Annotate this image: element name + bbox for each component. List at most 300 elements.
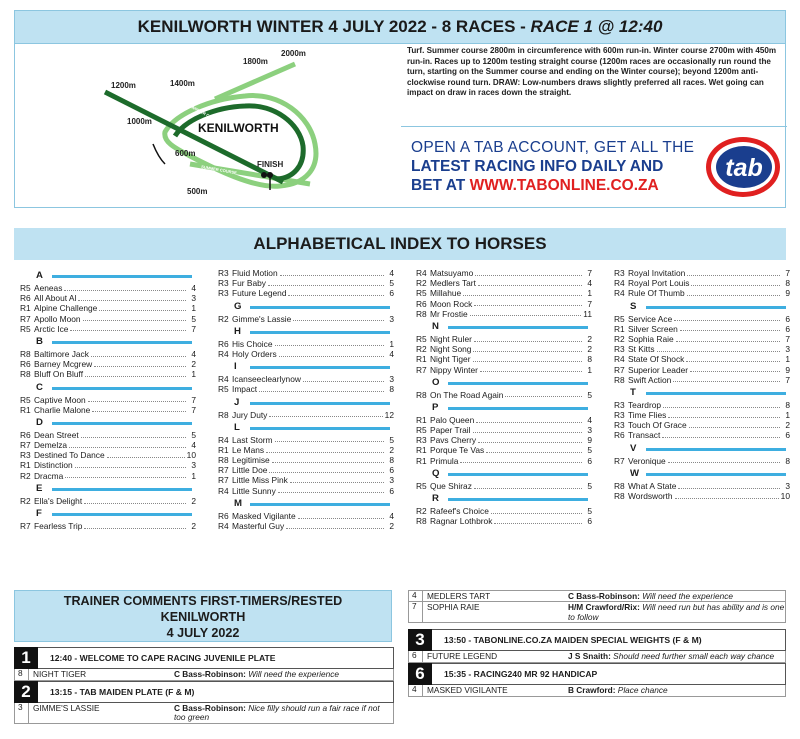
race-code: R3 xyxy=(20,450,31,461)
index-letter-heading: E xyxy=(20,481,196,496)
leader-dots xyxy=(259,384,384,392)
race-number: 2 xyxy=(14,681,38,703)
horse-name: Captive Moon xyxy=(34,394,86,405)
index-row[interactable] xyxy=(416,506,592,516)
horse-number: 10 xyxy=(780,491,790,501)
comment-text: Will need the experience xyxy=(245,669,340,679)
horse-name: Paper Trail xyxy=(430,425,471,436)
race-code: R2 xyxy=(20,495,31,506)
index-title: ALPHABETICAL INDEX TO HORSES xyxy=(14,228,786,260)
index-row[interactable] xyxy=(20,395,196,405)
leader-dots xyxy=(687,288,780,296)
leader-dots xyxy=(88,395,186,403)
horse-name: Millahue xyxy=(430,288,462,299)
race-title: 13:50 - TABONLINE.CO.ZA MAIDEN SPECIAL WEIGHTS (F & M) xyxy=(444,635,702,646)
horse-name: Touch Of Grace xyxy=(628,420,687,431)
leader-dots xyxy=(272,455,384,463)
race-code: R3 xyxy=(218,278,229,289)
horse-name: FUTURE LEGEND xyxy=(427,651,498,662)
index-letter-heading: S xyxy=(614,299,790,314)
horse-number: 1 xyxy=(785,354,790,365)
leader-dots xyxy=(75,460,186,468)
label-2000m: 2000m xyxy=(281,49,306,58)
horse-name: Pavs Cherry xyxy=(430,435,477,446)
horse-name: Baltimore Jack xyxy=(34,348,89,359)
index-letter-heading: N xyxy=(416,319,592,334)
race-code: R1 xyxy=(20,303,31,314)
leader-dots xyxy=(85,369,186,377)
race-code: R3 xyxy=(614,399,625,410)
horse-number: 1 xyxy=(191,303,196,314)
race-title: 13:15 - TAB MAIDEN PLATE (F & M) xyxy=(50,687,195,697)
index-row[interactable] xyxy=(614,365,790,375)
leader-dots xyxy=(107,450,185,458)
race-code: R1 xyxy=(416,445,427,456)
index-row[interactable] xyxy=(614,420,790,430)
index-row[interactable] xyxy=(20,293,196,303)
race-code: R8 xyxy=(614,374,625,385)
index-row[interactable] xyxy=(614,430,790,440)
index-row[interactable] xyxy=(20,349,196,359)
leader-dots xyxy=(474,299,582,307)
race-code: R7 xyxy=(614,455,625,466)
index-column xyxy=(416,268,592,526)
horse-name: Le Mans xyxy=(232,444,265,455)
index-letter-heading: H xyxy=(218,324,394,339)
comment-text: Should need further small each way chance xyxy=(610,651,775,662)
title-race: RACE 1 @ 12:40 xyxy=(530,17,663,36)
horse-number: 2 xyxy=(191,521,196,531)
index-row[interactable] xyxy=(20,450,196,460)
leader-dots xyxy=(680,324,780,332)
index-row[interactable] xyxy=(218,288,394,298)
race-code: R8 xyxy=(416,516,427,527)
index-row[interactable] xyxy=(614,410,790,420)
horse-number: 7 xyxy=(587,298,592,309)
horse-number: 3 xyxy=(587,425,592,436)
race-code: R3 xyxy=(614,268,625,278)
horse-number: 1 xyxy=(191,470,196,481)
leader-dots xyxy=(84,496,186,504)
horse-number: 7 xyxy=(191,404,196,415)
race-code: R8 xyxy=(614,491,625,501)
horse-number: 2 xyxy=(785,420,790,431)
index-row[interactable] xyxy=(218,465,394,475)
horse-number: 6 xyxy=(587,455,592,466)
leader-dots xyxy=(689,420,780,428)
horse-name: MASKED VIGILANTE xyxy=(427,685,508,696)
horse-name: Rafeef's Choice xyxy=(430,506,489,516)
horse-number: 4 xyxy=(191,440,196,451)
race-code: R1 xyxy=(20,460,31,471)
horse-name: Porque Te Vas xyxy=(430,445,485,456)
index-letter-heading: O xyxy=(416,375,592,390)
horse-name: Palo Queen xyxy=(430,414,475,425)
horse-number: 7 xyxy=(785,374,790,385)
leader-dots xyxy=(91,349,186,357)
index-letter-heading: D xyxy=(20,415,196,430)
leader-dots xyxy=(290,475,384,483)
leader-dots xyxy=(478,435,582,443)
leader-dots xyxy=(668,410,780,418)
index-row[interactable] xyxy=(416,309,592,319)
index-row[interactable] xyxy=(416,445,592,455)
index-row[interactable] xyxy=(20,471,196,481)
leader-dots xyxy=(275,435,385,443)
index-row[interactable] xyxy=(614,491,790,501)
horse-number: 5 xyxy=(587,389,592,400)
trainer-name: C Bass-Robinson: xyxy=(568,591,640,601)
race-header xyxy=(408,629,786,651)
index-row[interactable] xyxy=(614,314,790,324)
horse-name: MEDLERS TART xyxy=(427,591,491,601)
races-right xyxy=(408,590,786,697)
index-row[interactable] xyxy=(218,374,394,384)
race-code: R4 xyxy=(218,434,229,445)
horse-name: State Of Shock xyxy=(628,354,685,365)
leader-dots xyxy=(676,334,780,342)
index-row[interactable] xyxy=(416,425,592,435)
index-row[interactable] xyxy=(20,440,196,450)
race-code: R1 xyxy=(218,444,229,455)
horse-name: Charlie Malone xyxy=(34,404,91,415)
index-row[interactable] xyxy=(614,354,790,364)
trainer-comment xyxy=(174,669,393,680)
horse-name: Little Miss Pink xyxy=(232,475,288,486)
index-letter-heading: C xyxy=(20,380,196,395)
horse-number: 2 xyxy=(587,344,592,355)
horse-number: 11 xyxy=(583,308,592,319)
horse-name: Que Shiraz xyxy=(430,480,472,491)
leader-dots xyxy=(65,471,186,479)
leader-dots xyxy=(491,506,582,514)
race-code: R4 xyxy=(416,268,427,278)
leader-dots xyxy=(81,430,186,438)
horse-number: 1 xyxy=(587,288,592,299)
horse-name: Ella's Delight xyxy=(34,495,83,506)
horse-number: 5 xyxy=(587,480,592,491)
leader-dots xyxy=(686,354,780,362)
index-row[interactable] xyxy=(218,521,394,531)
race-code: R6 xyxy=(416,298,427,309)
index-row[interactable] xyxy=(218,486,394,496)
race-code: R8 xyxy=(20,348,31,359)
leader-dots xyxy=(275,339,385,347)
promo-line-3 xyxy=(411,177,659,195)
horse-name: Night Ruler xyxy=(430,333,472,344)
horse-number: 7 xyxy=(587,268,592,278)
horse-number: 6 xyxy=(785,313,790,324)
index-letter-heading: R xyxy=(416,491,592,506)
leader-dots xyxy=(473,344,582,352)
horse-name: Holy Orders xyxy=(232,348,277,359)
index-row[interactable] xyxy=(218,511,394,521)
horse-name: Royal Port Louis xyxy=(628,278,690,289)
leader-dots xyxy=(690,365,780,373)
index-row[interactable] xyxy=(20,460,196,470)
index-row[interactable] xyxy=(614,288,790,298)
horse-number: 7 xyxy=(785,333,790,344)
leader-dots xyxy=(303,374,384,382)
horse-number: 7 xyxy=(785,268,790,278)
race-code: R3 xyxy=(218,288,229,299)
races-left xyxy=(14,647,394,724)
leader-dots xyxy=(280,268,384,276)
comment-row xyxy=(408,685,786,697)
race-code: R5 xyxy=(416,288,427,299)
page-title xyxy=(14,10,786,44)
tab-promo[interactable] xyxy=(401,126,787,208)
index-row[interactable] xyxy=(614,334,790,344)
index-row[interactable] xyxy=(218,410,394,420)
horse-name: Gimme's Lassie xyxy=(232,313,292,324)
leader-dots xyxy=(687,268,780,276)
index-row[interactable] xyxy=(20,521,196,531)
race-number: 1 xyxy=(14,647,38,669)
leader-dots xyxy=(268,278,384,286)
race-code: R3 xyxy=(614,420,625,431)
horse-number: 5 xyxy=(191,429,196,440)
index-row[interactable] xyxy=(218,339,394,349)
index-row[interactable] xyxy=(218,349,394,359)
race-code: R6 xyxy=(218,510,229,521)
horse-name: Superior Leader xyxy=(628,364,689,375)
index-row[interactable] xyxy=(20,405,196,415)
index-row[interactable] xyxy=(20,369,196,379)
horse-name: Wordsworth xyxy=(628,491,673,501)
race-code: R7 xyxy=(20,313,31,324)
index-letter-heading: F xyxy=(20,506,196,521)
index-row[interactable] xyxy=(20,303,196,313)
index-letter-heading: W xyxy=(614,466,790,481)
race-code: R6 xyxy=(218,338,229,349)
leader-dots xyxy=(675,491,779,499)
race-code: R7 xyxy=(218,465,229,476)
promo-url-link[interactable]: WWW.TABONLINE.CO.ZA xyxy=(469,177,659,194)
horse-name: Masked Vigilante xyxy=(232,510,296,521)
index-row[interactable] xyxy=(416,415,592,425)
horse-number: 8 xyxy=(15,669,29,680)
race-code: R2 xyxy=(614,333,625,344)
trainer-comment xyxy=(568,685,785,696)
race-code: R7 xyxy=(20,440,31,451)
race-code: R8 xyxy=(20,369,31,380)
course-description: Turf. Summer course 2800m in circumference with 600m run-in. Winter course 2700m with 450m run-in. Races up to 1200m testing straight course (1200m races are occasionally run round the turn, starting on the Summer course and ending on the Winter course); beyond 1200m anti-clockwise round turn. DRAW: Low-numbers draws slightly preferred all races. Wet going can impact on draw in races down the straight. xyxy=(407,46,777,98)
race-number: 6 xyxy=(408,663,432,685)
index-row[interactable] xyxy=(20,283,196,293)
index-row[interactable] xyxy=(416,354,592,364)
index-column xyxy=(218,268,394,531)
index-row[interactable] xyxy=(218,435,394,445)
leader-dots xyxy=(473,354,583,362)
leader-dots xyxy=(475,268,582,276)
horse-number: 4 xyxy=(409,591,423,601)
horse-number: 10 xyxy=(186,450,196,461)
index-letter-heading: G xyxy=(218,299,394,314)
index-row[interactable] xyxy=(416,456,592,466)
leader-dots xyxy=(288,288,384,296)
index-row[interactable] xyxy=(20,314,196,324)
index-row[interactable] xyxy=(416,390,592,400)
index-row[interactable] xyxy=(416,344,592,354)
leader-dots xyxy=(269,410,382,418)
race-code: R5 xyxy=(218,384,229,395)
race-title: 15:35 - RACING240 MR 92 HANDICAP xyxy=(444,669,598,680)
race-code: R5 xyxy=(20,323,31,334)
index-row[interactable] xyxy=(416,365,592,375)
index-row[interactable] xyxy=(20,324,196,334)
race-code: R6 xyxy=(614,430,625,441)
horse-name: Dracma xyxy=(34,470,64,481)
course-map xyxy=(15,44,400,207)
comment-text: Will need the experience xyxy=(639,591,734,601)
promo-line-1: OPEN A TAB ACCOUNT, GET ALL THE xyxy=(411,139,695,156)
index-row[interactable] xyxy=(20,359,196,369)
index-row[interactable] xyxy=(20,430,196,440)
horse-number: 5 xyxy=(191,313,196,324)
index-row[interactable] xyxy=(416,268,592,278)
horse-name: Impact xyxy=(232,384,258,395)
horse-number: 8 xyxy=(587,354,592,365)
horse-number: 1 xyxy=(389,338,394,349)
index-row[interactable] xyxy=(614,268,790,278)
race-code: R2 xyxy=(416,278,427,289)
leader-dots xyxy=(269,465,384,473)
trainer-comments-title xyxy=(14,590,392,642)
race-code: R2 xyxy=(20,470,31,481)
horse-name: Primula xyxy=(430,455,459,466)
label-winter-course: WINTER COURSE xyxy=(190,104,223,125)
index-row[interactable] xyxy=(218,314,394,324)
index-row[interactable] xyxy=(614,481,790,491)
index-row[interactable] xyxy=(218,268,394,278)
index-row[interactable] xyxy=(614,400,790,410)
index-row[interactable] xyxy=(416,288,592,298)
index-row[interactable] xyxy=(614,375,790,385)
horse-number: 6 xyxy=(389,485,394,496)
horse-name: Aeneas xyxy=(34,283,63,293)
horse-name: All About Al xyxy=(34,293,77,304)
horse-name: His Choice xyxy=(232,338,273,349)
horse-name: Fearless Trip xyxy=(34,521,83,531)
race-code: R3 xyxy=(416,435,427,446)
horse-name: Demelza xyxy=(34,440,68,451)
index-row[interactable] xyxy=(614,456,790,466)
index-row[interactable] xyxy=(614,278,790,288)
horse-number: 3 xyxy=(389,475,394,486)
horse-name: Last Storm xyxy=(232,434,273,445)
index-letter-heading: Q xyxy=(416,466,592,481)
race-code: R4 xyxy=(614,288,625,299)
horse-number: 2 xyxy=(389,521,394,531)
leader-dots xyxy=(480,365,582,373)
horse-number: 4 xyxy=(409,685,423,696)
horse-name: Bluff On Bluff xyxy=(34,369,84,380)
label-1800m: 1800m xyxy=(243,57,268,66)
index-letter-heading: P xyxy=(416,400,592,415)
horse-number: 5 xyxy=(389,278,394,289)
horse-number: 3 xyxy=(191,293,196,304)
horse-number: 4 xyxy=(191,283,196,293)
index-row[interactable] xyxy=(218,475,394,485)
leader-dots xyxy=(668,456,780,464)
horse-number: 3 xyxy=(191,460,196,471)
leader-dots xyxy=(99,303,186,311)
index-column xyxy=(614,268,790,501)
index-row[interactable] xyxy=(614,324,790,334)
horse-name: Destined To Dance xyxy=(34,450,105,461)
tab-logo-icon[interactable] xyxy=(703,135,781,199)
index-row[interactable] xyxy=(416,516,592,526)
race-code: R5 xyxy=(416,425,427,436)
index-row[interactable] xyxy=(416,278,592,288)
leader-dots xyxy=(298,511,384,519)
horse-number: 6 xyxy=(389,465,394,476)
horse-name: Dean Street xyxy=(34,429,79,440)
race-code: R6 xyxy=(20,429,31,440)
label-500m: 500m xyxy=(187,187,208,196)
leader-dots xyxy=(662,430,780,438)
race-code: R4 xyxy=(218,374,229,385)
horse-number: 3 xyxy=(15,703,29,723)
index-row[interactable] xyxy=(416,334,592,344)
index-row[interactable] xyxy=(218,455,394,465)
index-row[interactable] xyxy=(218,445,394,455)
horse-number: 8 xyxy=(389,455,394,466)
leader-dots xyxy=(286,521,384,529)
leader-dots xyxy=(494,516,582,524)
race-code: R8 xyxy=(416,308,427,319)
race-code: R1 xyxy=(416,455,427,466)
race-code: R4 xyxy=(614,354,625,365)
horse-name: On The Road Again xyxy=(430,389,504,400)
index-row[interactable] xyxy=(416,435,592,445)
index-row[interactable] xyxy=(218,384,394,394)
horse-number: 6 xyxy=(587,516,592,527)
promo-line-3-prefix: BET AT xyxy=(411,177,470,194)
horse-name: GIMME'S LASSIE xyxy=(33,703,100,713)
horse-name: SOPHIA RAIE xyxy=(427,602,480,613)
index-row[interactable] xyxy=(614,344,790,354)
horse-number: 8 xyxy=(785,399,790,410)
horse-name: Moon Rock xyxy=(430,298,473,309)
index-row[interactable] xyxy=(20,496,196,506)
horse-name: Apollo Moon xyxy=(34,313,81,324)
race-code: R1 xyxy=(416,414,427,425)
trainer-comment xyxy=(174,703,393,723)
trainer-title-3: 4 JULY 2022 xyxy=(166,626,240,640)
trainer-name: H/M Crawford/Rix: xyxy=(568,602,640,613)
race-code: R4 xyxy=(218,485,229,496)
horse-name: Little Sunny xyxy=(232,485,276,496)
horse-number: 2 xyxy=(389,444,394,455)
horse-name: Rule Of Thumb xyxy=(628,288,685,299)
leader-dots xyxy=(94,359,186,367)
horse-name: St Kitts xyxy=(628,344,655,355)
race-code: R8 xyxy=(416,389,427,400)
horse-name: Veronique xyxy=(628,455,666,466)
race-code: R4 xyxy=(218,348,229,359)
index-row[interactable] xyxy=(416,481,592,491)
leader-dots xyxy=(470,309,582,317)
index-row[interactable] xyxy=(416,299,592,309)
horse-name: Night Song xyxy=(430,344,472,355)
trainer-title-2: KENILWORTH xyxy=(160,610,246,624)
race-header xyxy=(14,681,394,703)
horse-number: 3 xyxy=(785,344,790,355)
index-row[interactable] xyxy=(218,278,394,288)
index-letter-heading: T xyxy=(614,385,790,400)
